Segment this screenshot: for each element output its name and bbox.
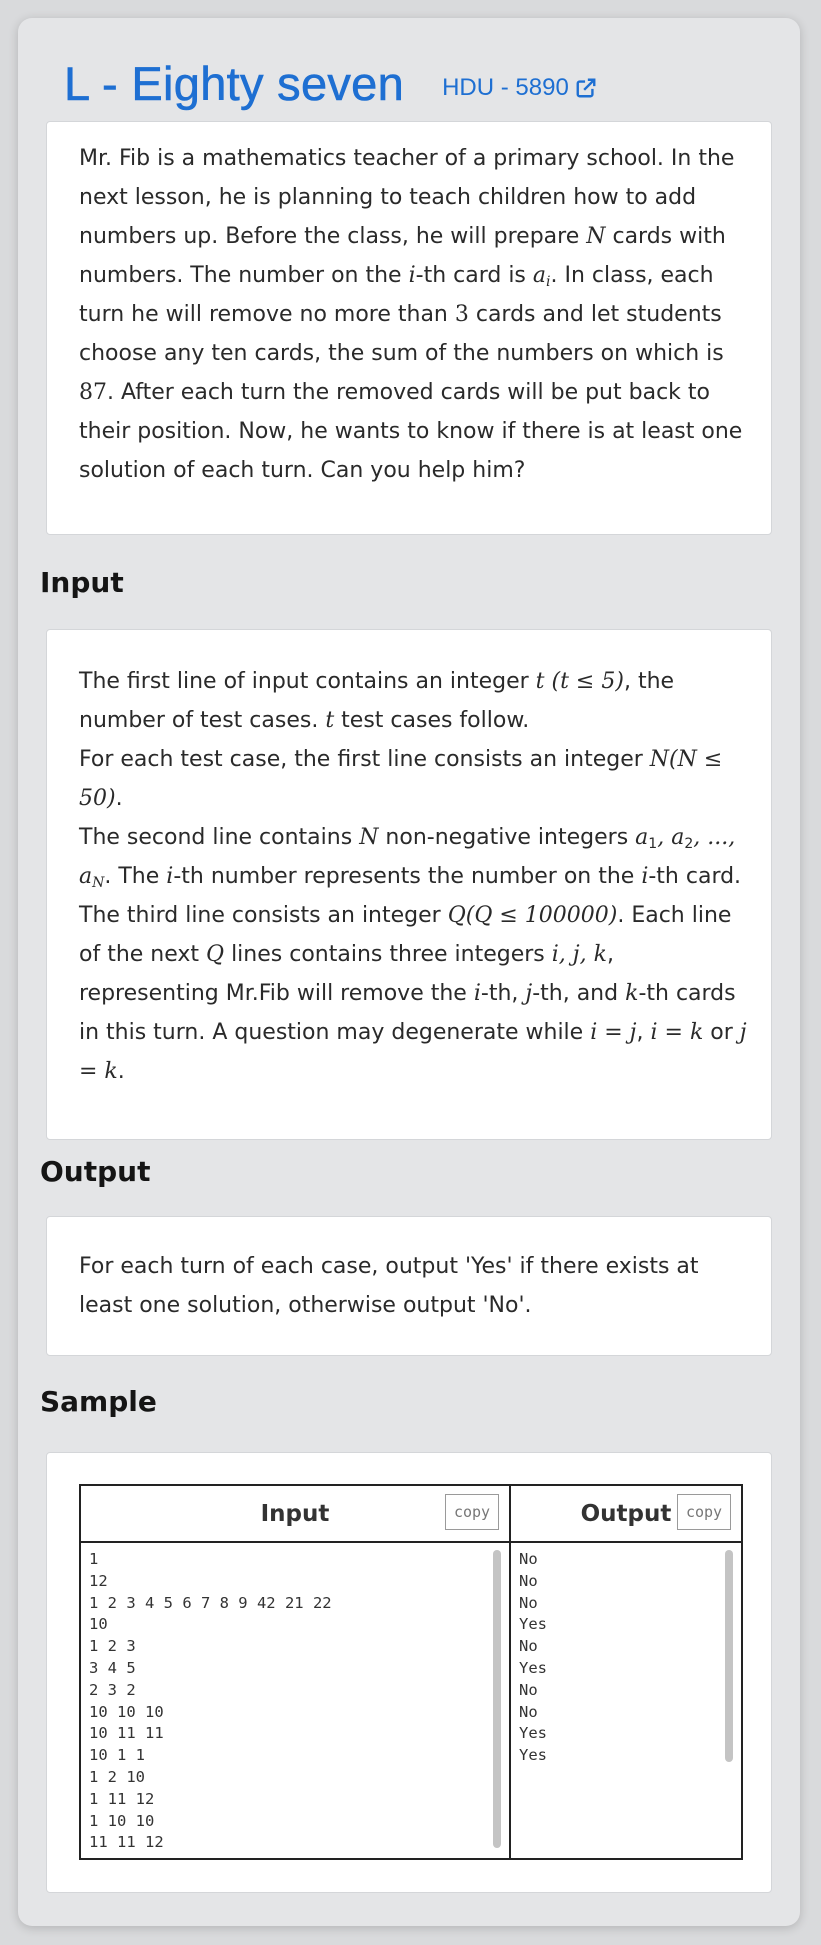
sample-input-scrollbar[interactable] — [493, 1550, 501, 1848]
sample-output-scrollbar[interactable] — [725, 1550, 733, 1762]
sample-output-column — [511, 1486, 741, 1858]
sample-card — [46, 1452, 772, 1893]
sample-input-column — [81, 1486, 511, 1858]
title-row — [64, 48, 597, 118]
problem-title: L - Eighty seven — [64, 56, 405, 110]
sample-input-title: Input — [260, 1500, 330, 1527]
input-heading: Input — [40, 566, 124, 599]
source-link[interactable] — [442, 74, 597, 102]
output-spec-card — [46, 1216, 772, 1356]
input-spec-card — [46, 629, 772, 1140]
sample-table — [79, 1484, 743, 1860]
description-text: Mr. Fib is a mathematics teacher of a primary school. In the next lesson, he is planning to teach children how to add numbers up. Before the class, he will prepare N cards with numbers. The number on the i-th card is $a_i$. In class, each turn he will remove no more than 3 cards and let students choose any ten cards, the sum of the numbers on which is 87. After each turn the removed cards will be put back to their position. Now, he wants to know if there is at least one solution of each turn. Can you help him? — [79, 146, 743, 483]
sample-output-title: Output — [580, 1500, 672, 1527]
description-card — [46, 121, 772, 535]
sample-input-text[interactable]: 1 12 1 2 3 4 5 6 7 8 9 42 21 22 10 1 2 3 3 4 5 2 3 2 10 10 10 10 11 11 10 1 1 1 2 10 1 11 12 1 10 10 11 11 12 — [89, 1550, 332, 1852]
sample-heading: Sample — [40, 1385, 157, 1418]
output-spec-text: For each turn of each case, output 'Yes' if there exists at least one solution, otherwise output 'No'. — [79, 1254, 699, 1318]
source-label: HDU - 5890 — [442, 74, 569, 101]
external-link-icon — [575, 77, 597, 99]
problem-page — [18, 18, 800, 1926]
copy-input-button[interactable]: copy — [445, 1494, 499, 1530]
input-spec-text: The first line of input contains an integer t (t ≤ 5), the number of test cases. t test cases follow. For each test case, the first line consists an integer N(N ≤ 50). The second line contains N non-negative integers $a_1$, $a_2$, ..., $a_N$. The i-th number represents the number on the i-th card. The third line consists an integer Q(Q ≤ 100000). Each line of the next Q lines contains three integers i, j, k, representing Mr.Fib will remove the i-th, j-th, and k-th cards in this turn. A question may degenerate while i = j, i = k or j = k. — [79, 669, 747, 1084]
copy-output-button[interactable]: copy — [677, 1494, 731, 1530]
output-heading: Output — [40, 1155, 151, 1188]
sample-input-header — [81, 1486, 509, 1543]
sample-output-header — [511, 1486, 741, 1543]
sample-output-text[interactable]: No No No Yes No Yes No No Yes Yes — [519, 1550, 547, 1765]
